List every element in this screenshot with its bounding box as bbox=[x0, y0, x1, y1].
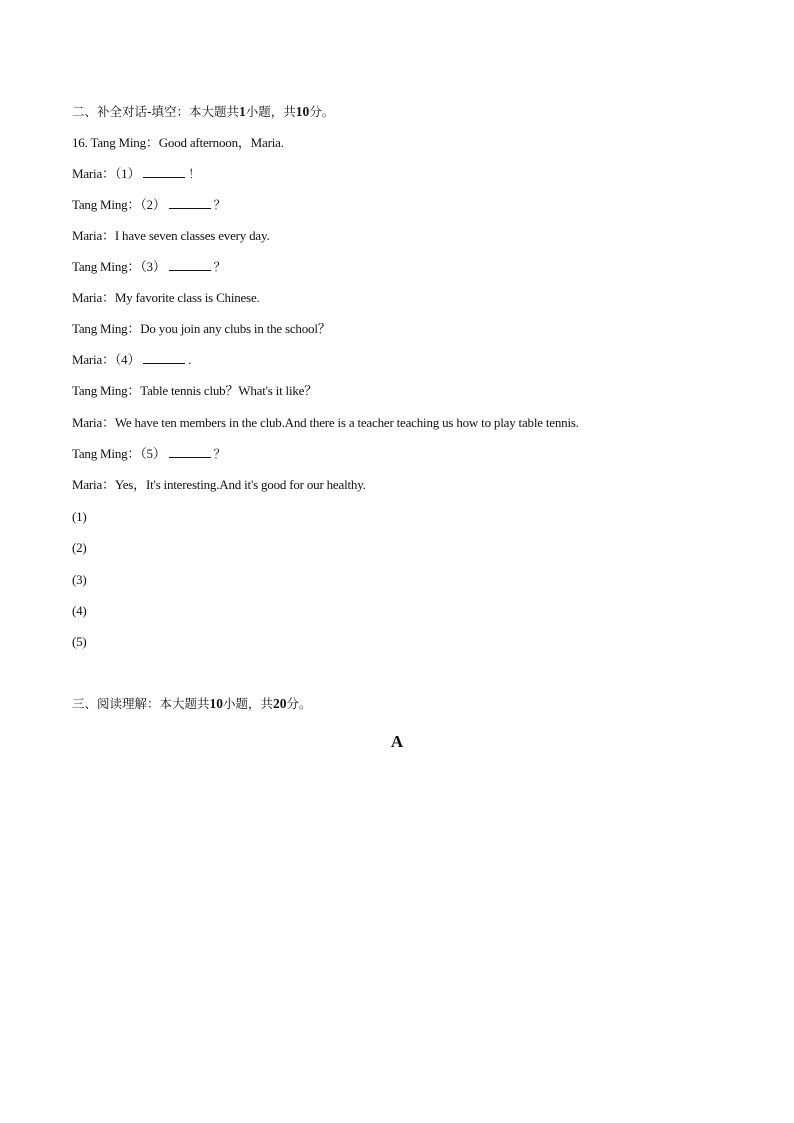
speaker: Maria： bbox=[72, 352, 115, 367]
dialogue-line-8: Maria：（4） . bbox=[72, 352, 192, 367]
blank-number: （1） bbox=[114, 166, 141, 181]
blank-number: （5） bbox=[140, 446, 166, 461]
speaker: Tang Ming： bbox=[72, 321, 141, 336]
dialogue-line-12 bbox=[72, 477, 366, 493]
answer-line-3[interactable]: (3) bbox=[72, 572, 87, 587]
answer-blank-2[interactable] bbox=[169, 197, 211, 209]
answer-line-5[interactable]: (5) bbox=[72, 634, 87, 649]
answer-blank-1[interactable] bbox=[143, 166, 185, 178]
dialogue-line-9 bbox=[72, 383, 317, 399]
answer-line-1[interactable]: (1) bbox=[72, 509, 87, 524]
section-3-heading: 三、阅读理解：本大题共10小题，共20分。 bbox=[72, 696, 312, 711]
answer-blank-3[interactable] bbox=[169, 259, 211, 271]
blank-number: （3） bbox=[140, 259, 166, 274]
dialogue-line-3: Tang Ming：（2） ？ bbox=[72, 197, 226, 212]
answer-blank-4[interactable] bbox=[143, 352, 185, 364]
answer-blank-5[interactable] bbox=[169, 446, 211, 458]
section-2-heading: 二、补全对话-填空：本大题共1小题，共10分。 bbox=[72, 104, 335, 119]
dialogue-text: I have seven classes every day. bbox=[114, 228, 270, 243]
dialogue-line-10 bbox=[72, 415, 579, 431]
speaker: Tang Ming： bbox=[72, 259, 141, 274]
dialogue-line-7 bbox=[72, 321, 331, 337]
dialogue-text: We have ten members in the club.And there is a teacher teaching us how to play table tennis. bbox=[114, 415, 579, 430]
dialogue-line-11: Tang Ming：（5） ？ bbox=[72, 446, 226, 461]
speaker: Maria： bbox=[72, 477, 115, 492]
dialogue-line-1 bbox=[72, 135, 284, 151]
speaker: Maria： bbox=[72, 228, 115, 243]
dialogue-line-2: Maria：（1） ！ bbox=[72, 166, 201, 181]
question-number: 16. bbox=[72, 135, 88, 150]
speaker: Tang Ming： bbox=[72, 197, 141, 212]
dialogue-line-5: Tang Ming：（3） ？ bbox=[72, 259, 226, 274]
speaker: Tang Ming： bbox=[72, 383, 141, 398]
dialogue-text: Table tennis club？What's it like？ bbox=[140, 383, 318, 398]
answer-line-2[interactable]: (2) bbox=[72, 540, 87, 555]
speaker: Tang Ming： bbox=[90, 135, 159, 150]
dialogue-line-6 bbox=[72, 290, 260, 306]
speaker: Maria： bbox=[72, 166, 115, 181]
speaker: Maria： bbox=[72, 290, 115, 305]
dialogue-text: Good afternoon，Maria. bbox=[158, 135, 284, 150]
dialogue-text: Yes，It's interesting.And it's good for our healthy. bbox=[114, 477, 366, 492]
passage-title: A bbox=[390, 732, 404, 751]
dialogue-text: My favorite class is Chinese. bbox=[114, 290, 260, 305]
blank-number: （2） bbox=[140, 197, 166, 212]
dialogue-line-4 bbox=[72, 228, 270, 244]
blank-number: （4） bbox=[114, 352, 141, 367]
speaker: Maria： bbox=[72, 415, 115, 430]
speaker: Tang Ming： bbox=[72, 446, 141, 461]
dialogue-text: Do you join any clubs in the school？ bbox=[140, 321, 331, 336]
answer-line-4[interactable]: (4) bbox=[72, 603, 87, 618]
